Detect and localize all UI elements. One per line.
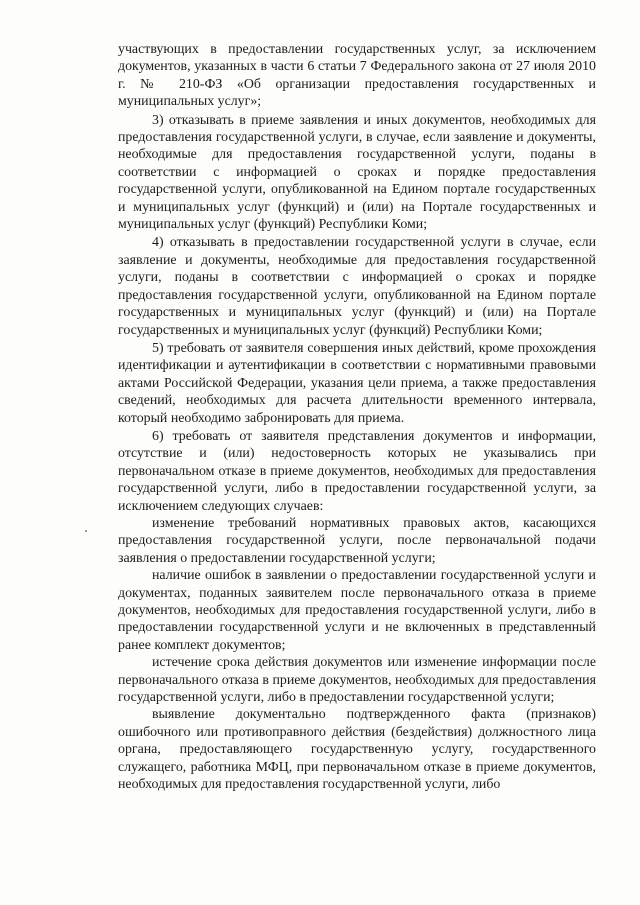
paragraph-item-4: 4) отказывать в предоставлении государственной услуги в случае, если заявление и документы, необходимые для предоставления государственной услуги, поданы в соответствии с информацией о сроках и порядке предоставления государственной услуги, опубликованной на Едином портале государственных и муниципальных услуг (функций) и (или) на Портале государственных и муниципальных услуг (функций) Республики Коми; (118, 235, 596, 338)
document-body (118, 41, 596, 793)
paragraph-case-misconduct: выявление документально подтвержденного факта (признаков) ошибочного или противоправного действия (бездействия) должностного лица органа, предоставляющего государственную услугу, государственного служащего, работника МФЦ, при первоначальном отказе в приеме документов, необходимых для предоставления государственной услуги, либо (118, 707, 596, 793)
paragraph-case-expiry: истечение срока действия документов или изменение информации после первоначального отказа в приеме документов, необходимых для предоставления государственной услуги, либо в предоставлении государственной услуги; (118, 655, 596, 706)
paragraph-case-requirements-change: изменение требований нормативных правовых актов, касающихся предоставления государственной услуги, после первоначальной подачи заявления о предоставлении государственной услуги; (118, 515, 596, 566)
paragraph-item-3: 3) отказывать в приеме заявления и иных документов, необходимых для предоставления государственной услуги, в случае, если заявление и документы, необходимые для предоставления государственной услуги, поданы в соответствии с информацией о сроках и порядке предоставления государственной услуги, опубликованной на Едином портале государственных и муниципальных услуг (функций) и (или) на Портале государственных и муниципальных услуг (функций) Республики Коми; (118, 112, 596, 233)
scan-speck (85, 530, 87, 532)
paragraph-continuation: участвующих в предоставлении государственных услуг, за исключением документов, указанных в части 6 статьи 7 Федерального закона от 27 июля 2010 г. № 210-ФЗ «Об организации предоставления государственных и муниципальных услуг»; (118, 42, 596, 110)
paragraph-item-5: 5) требовать от заявителя совершения иных действий, кроме прохождения идентификации и аутентификации в соответствии с нормативными правовыми актами Российской Федерации, указания цели приема, а также предоставления сведений, необходимых для расчета длительности временного интервала, который необходимо забронировать для приема. (118, 340, 596, 426)
paragraph-item-6: 6) требовать от заявителя представления документов и информации, отсутствие и (или) недостоверность которых не указывались при первоначальном отказе в приеме документов, необходимых для предоставления государственной услуги, либо в предоставлении государственной услуги, за исключением следующих случаев: (118, 428, 596, 514)
paragraph-case-errors: наличие ошибок в заявлении о предоставлении государственной услуги и документах, поданных заявителем после первоначального отказа в приеме документов, необходимых для предоставления государственной услуги, либо в предоставлении государственной услуги и не включенных в представленный ранее комплект документов; (118, 568, 596, 653)
